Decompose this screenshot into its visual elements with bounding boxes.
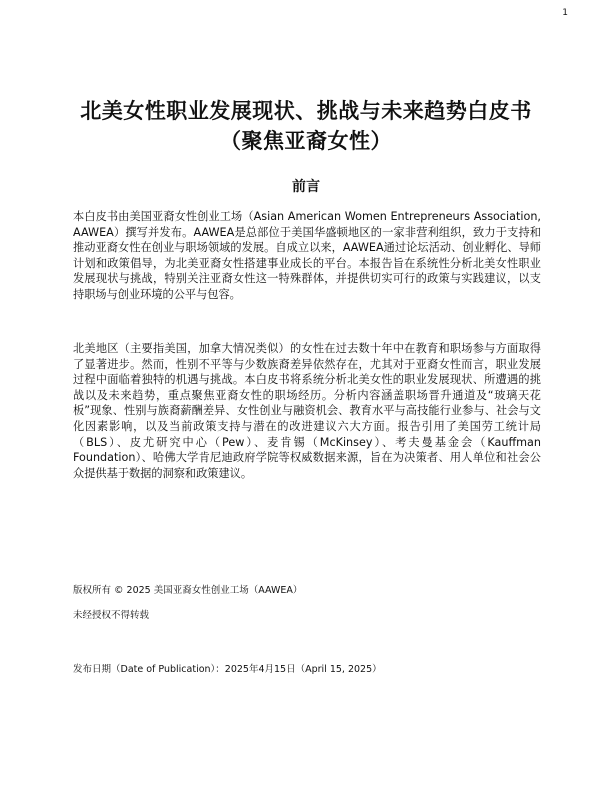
paragraph-intro: 本白皮书由美国亚裔女性创业工场（Asian American Women Entrepreneurs Association, AAWEA）撰写并发布。AAWEA是总部位于美国华盛顿地区的一家非营利组织，致力于支持和推动亚裔女性在创业与职场领域的发展。自成立以来，AAWEA通过论坛活动、创业孵化、导师计划和政策倡导，为北美亚裔女性搭建事业成长的平台。本报告旨在系统性分析北美女性职业发展现状与挑战，特别关注亚裔女性这一特殊群体，并提供切实可行的政策与实践建议，以支持职场与创业环境的公平与包容。 — [73, 210, 541, 301]
rights-notice: 未经授权不得转载 — [73, 610, 150, 621]
document-title: 北美女性职业发展现状、挑战与未来趋势白皮书（聚焦亚裔女性） — [80, 99, 532, 153]
page-number: 1 — [562, 8, 568, 18]
paragraph-overview: 北美地区（主要指美国，加拿大情况类似）的女性在过去数十年中在教育和职场参与方面取得了显著进步。然而，性别不平等与少数族裔差异依然存在，尤其对于亚裔女性而言，职业发展过程中面临着独特的机遇与挑战。本白皮书将系统分析北美女性的职业发展现状、所遭遇的挑战以及未来趋势，重点聚焦亚裔女性的职场经历。分析内容涵盖职场晋升通道及“玻璃天花板”现象、性别与族裔薪酬差异、女性创业与融资机会、教育水平与高技能行业参与、社会与文化因素影响，以及当前政策支持与潜在的改进建议六大方面。报告引用了美国劳工统计局（BLS）、皮尤研究中心（Pew）、麦肯锡（McKinsey）、考夫曼基金会（Kauffman Foundation）、哈佛大学肯尼迪政府学院等权威数据来源，旨在为决策者、用人单位和社会公众提供基于数据的洞察和政策建议。 — [73, 342, 541, 480]
copyright-notice: 版权所有 © 2025 美国亚裔女性创业工场（AAWEA） — [73, 585, 303, 596]
section-heading: 前言 — [292, 179, 320, 195]
publication-date: 发布日期（Date of Publication）：2025年4月15日（April 15, 2025） — [73, 664, 382, 675]
